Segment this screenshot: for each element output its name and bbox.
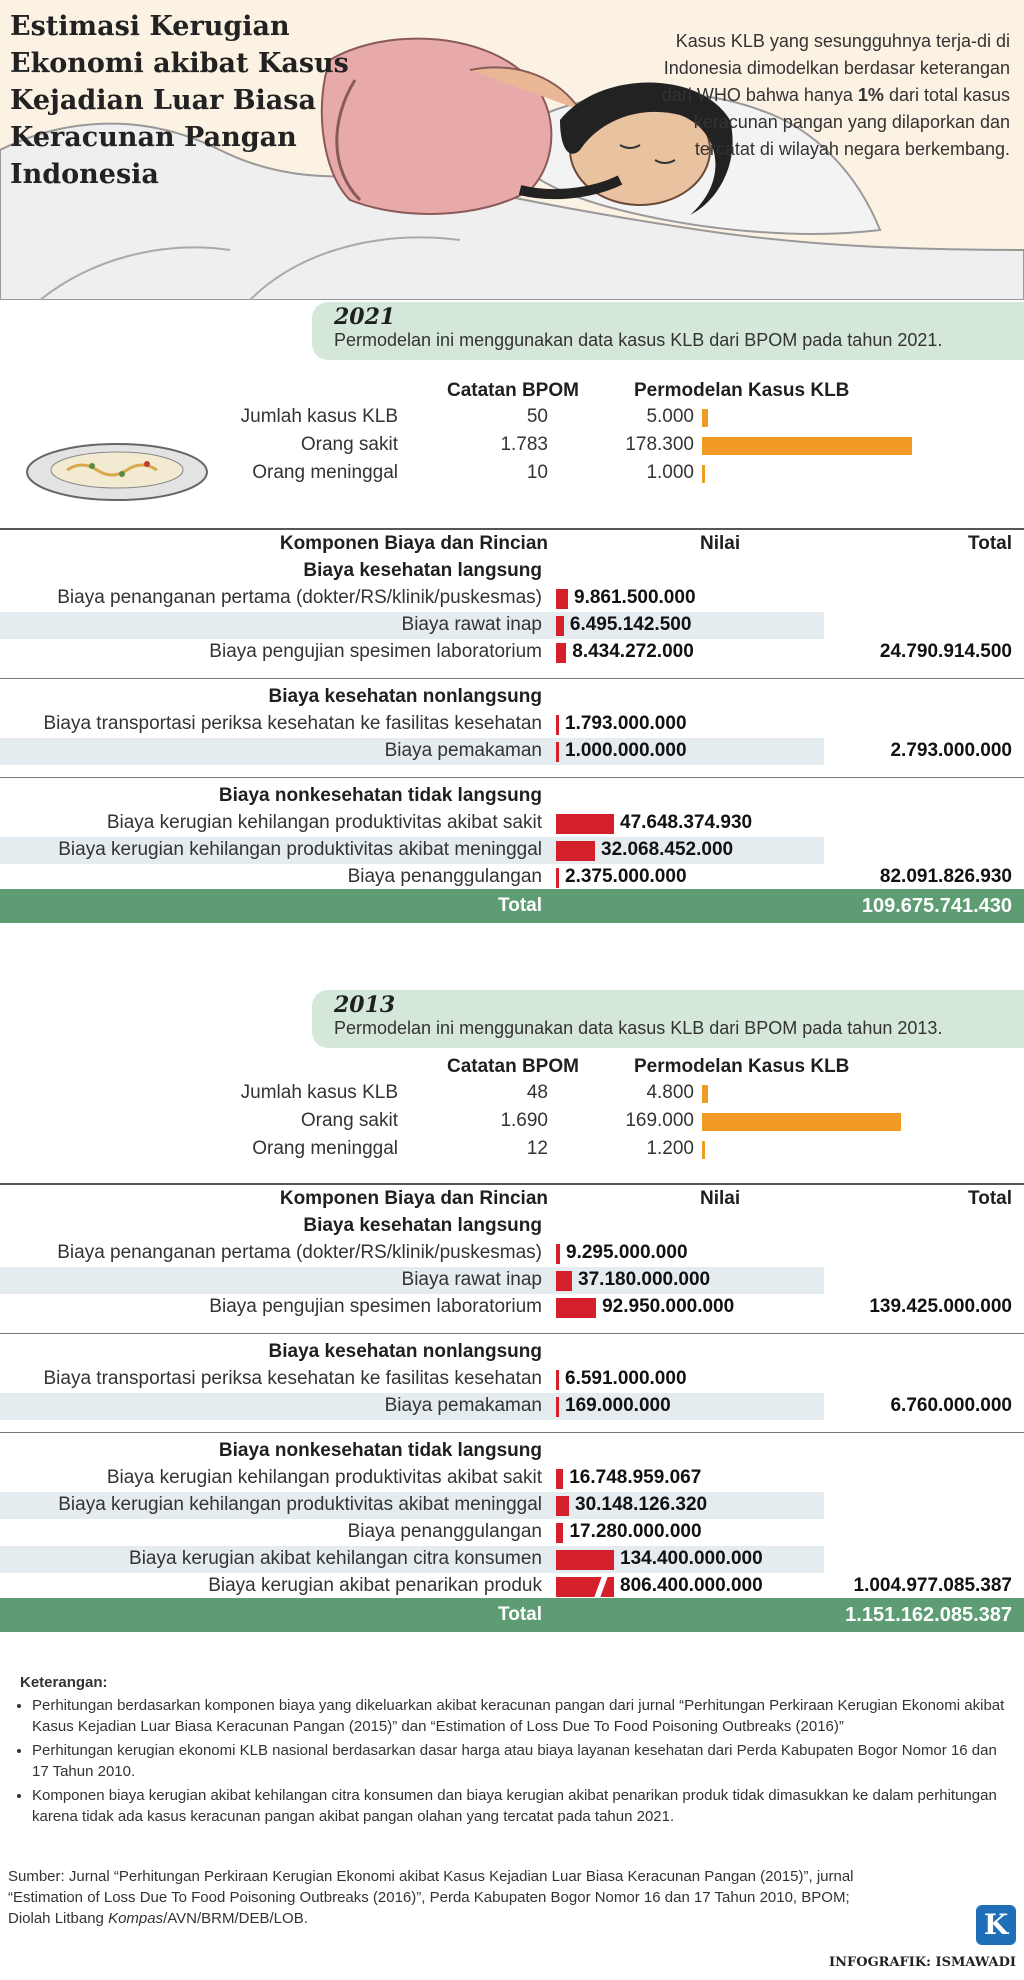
cost-item-label: Biaya kerugian kehilangan produktivitas akibat sakit [106, 1467, 542, 1488]
cost-header-value-2013: Nilai [700, 1188, 741, 1209]
cost-group-title: Biaya kesehatan nonlangsung [268, 1341, 542, 1362]
summary-row-label: Orang meninggal [252, 462, 398, 483]
source-label: Sumber: [8, 1868, 65, 1885]
summary-model-bar [702, 409, 708, 427]
divider [0, 528, 1024, 530]
cost-item-bar [556, 1244, 560, 1264]
cost-item-value: 134.400.000.000 [620, 1548, 763, 1569]
year-2021-label: 2021 [334, 304, 396, 330]
summary-row-label: Jumlah kasus KLB [240, 1082, 398, 1103]
cost-item-bar [556, 616, 564, 636]
divider [0, 1183, 1024, 1185]
cost-group-total: 139.425.000.000 [869, 1296, 1012, 1317]
cost-group-title: Biaya nonkesehatan tidak langsung [218, 785, 542, 806]
cost-item-value: 32.068.452.000 [601, 839, 734, 860]
cost-group-total: 6.760.000.000 [890, 1395, 1012, 1416]
cost-item-label: Biaya penanggulangan [347, 1521, 542, 1542]
cost-item-label: Biaya pengujian spesimen laboratorium [209, 1296, 542, 1317]
cost-item-value: 1.000.000.000 [565, 740, 687, 761]
col-model-2021: Permodelan Kasus KLB [634, 380, 850, 401]
cost-item-bar [556, 1298, 596, 1318]
cost-item-bar [556, 1523, 563, 1543]
grand-total-row-2013 [0, 1598, 1024, 1632]
cost-item-label: Biaya rawat inap [401, 1269, 542, 1290]
cost-item-value: 6.495.142.500 [569, 614, 692, 635]
summary-bpom-value: 10 [526, 462, 548, 483]
cost-item-label: Biaya kerugian akibat penarikan produk [208, 1575, 542, 1596]
cost-item-label: Biaya penanganan pertama (dokter/RS/klinik/puskesmas) [57, 587, 542, 608]
note-item: • Komponen biaya kerugian akibat kehilangan citra konsumen dan biaya kerugian akibat penarikan produk tidak dimasukkan ke dalam perhitungan karena tidak ada kasus keracunan pangan akibat pangan olahan yang tercatat pada tahun 2021. [32, 1785, 1010, 1827]
intro-text [660, 28, 1010, 163]
cost-group-title: Biaya kesehatan langsung [303, 560, 542, 581]
summary-row-label: Orang sakit [300, 1110, 398, 1131]
cost-item-label: Biaya kerugian kehilangan produktivitas akibat meninggal [58, 839, 542, 860]
source-italic: Kompas [108, 1910, 164, 1927]
cost-item-bar [556, 643, 566, 663]
cost-group-total: 24.790.914.500 [879, 641, 1012, 662]
summary-model-value: 1.200 [646, 1138, 694, 1159]
note-item: • Perhitungan berdasarkan komponen biaya yang dikeluarkan akibat keracunan pangan dari jurnal “Perhitungan Perkiraan Kerugian Ekonomi akibat Kasus Kejadian Luar Biasa Keracunan Pangan (2015)” dan “Estimation of Loss Due To Food Poisoning Outbreaks (2016)” [32, 1695, 1010, 1737]
summary-bpom-value: 12 [526, 1138, 548, 1159]
cost-item-bar [556, 1550, 614, 1570]
summary-model-bar [702, 465, 705, 483]
summary-row-label: Orang sakit [300, 434, 398, 455]
source-tail: /AVN/BRM/DEB/LOB. [163, 1910, 308, 1927]
grand-total-label: Total [498, 1604, 542, 1625]
summary-model-value: 169.000 [625, 1110, 694, 1131]
cost-item-label: Biaya kerugian akibat kehilangan citra konsumen [129, 1548, 542, 1569]
cost-item-bar [556, 715, 559, 735]
summary-model-value: 5.000 [646, 406, 694, 427]
cost-item-bar [556, 868, 559, 888]
col-bpom-2013: Catatan BPOM [447, 1056, 579, 1077]
kompas-logo: K [976, 1905, 1016, 1945]
cost-group-title: Biaya kesehatan nonlangsung [268, 686, 542, 707]
cost-item-label: Biaya penanggulangan [347, 866, 542, 887]
year-2021-note: Permodelan ini menggunakan data kasus KLB dari BPOM pada tahun 2021. [334, 330, 943, 350]
cost-item-value: 30.148.126.320 [575, 1494, 708, 1515]
cost-item-value: 16.748.959.067 [569, 1467, 702, 1488]
cost-item-label: Biaya pengujian spesimen laboratorium [209, 641, 542, 662]
cost-item-bar [556, 841, 595, 861]
cost-item-value: 169.000.000 [565, 1395, 671, 1416]
grand-total-label: Total [498, 895, 542, 916]
summary-model-bar [702, 1085, 708, 1103]
cost-item-bar [556, 1496, 569, 1516]
cost-item-value: 17.280.000.000 [569, 1521, 702, 1542]
source-body: Jurnal “Perhitungan Perkiraan Kerugian Ekonomi akibat Kasus Kejadian Luar Biasa Keracunan Pangan (2015)”, jurnal “Estimation of Loss Due To Food Poisoning Outbreaks (2016)”, Perda Kabupaten Bogor Nomor 16 dan 17 Tahun 2010, BPOM; Diolah Litbang [8, 1868, 854, 1927]
cost-item-label: Biaya transportasi periksa kesehatan ke fasilitas kesehatan [43, 1368, 542, 1389]
cost-item-value: 37.180.000.000 [578, 1269, 711, 1290]
cost-group-title: Biaya kesehatan langsung [303, 1215, 542, 1236]
cost-item-value: 9.295.000.000 [566, 1242, 688, 1263]
col-model-2013: Permodelan Kasus KLB [634, 1056, 850, 1077]
cost-item-bar [556, 1397, 559, 1417]
col-bpom-2021: Catatan BPOM [447, 380, 579, 401]
cost-item-bar [556, 1469, 563, 1489]
cost-item-value: 806.400.000.000 [620, 1575, 763, 1596]
summary-row-label: Orang meninggal [252, 1138, 398, 1159]
summary-bpom-value: 1.783 [500, 434, 548, 455]
summary-row-label: Jumlah kasus KLB [240, 406, 398, 427]
cost-item-label: Biaya pemakaman [384, 740, 542, 761]
cost-item-value: 9.861.500.000 [574, 587, 696, 608]
cost-header-component-2013: Komponen Biaya dan Rincian [279, 1188, 548, 1209]
cost-group-total: 2.793.000.000 [890, 740, 1012, 761]
year-2013-note: Permodelan ini menggunakan data kasus KLB dari BPOM pada tahun 2013. [334, 1018, 943, 1038]
grand-total-value: 1.151.162.085.387 [845, 1604, 1012, 1626]
note-item: • Perhitungan kerugian ekonomi KLB nasional berdasarkan dasar harga atau biaya layanan kesehatan dari Perda Kabupaten Bogor Nomor 16 dan 17 Tahun 2010. [32, 1740, 1010, 1782]
summary-bpom-value: 1.690 [500, 1110, 548, 1131]
credit-text: INFOGRAFIK: ISMAWADI [829, 1955, 1016, 1970]
grand-total-value: 109.675.741.430 [861, 895, 1012, 917]
notes-heading: Keterangan: [20, 1674, 108, 1691]
year-2013-label: 2013 [334, 992, 396, 1018]
cost-item-value: 8.434.272.000 [572, 641, 694, 662]
cost-item-label: Biaya pemakaman [384, 1395, 542, 1416]
cost-header-total-2021: Total [968, 533, 1012, 554]
source-text [8, 1866, 868, 1929]
summary-model-bar [702, 1141, 705, 1159]
intro-text-before: Kasus KLB yang sesungguhnya terja-di di Indonesia dimodelkan berdasar keterangan dari WHO bahwa hanya [661, 31, 1010, 105]
group-divider [0, 777, 1024, 778]
summary-model-value: 178.300 [625, 434, 694, 455]
summary-model-value: 4.800 [646, 1082, 694, 1103]
cost-group-total: 1.004.977.085.387 [853, 1575, 1012, 1596]
cost-item-value: 1.793.000.000 [565, 713, 687, 734]
notes-section [20, 1672, 1010, 1830]
cost-item-label: Biaya kerugian kehilangan produktivitas akibat sakit [106, 812, 542, 833]
cost-item-bar [556, 1271, 572, 1291]
group-divider [0, 678, 1024, 679]
cost-item-value: 6.591.000.000 [565, 1368, 687, 1389]
cost-header-component-2021: Komponen Biaya dan Rincian [279, 533, 548, 554]
page-title: Estimasi Kerugian Ekonomi akibat Kasus Kejadian Luar Biasa Keracunan Pangan Indonesia [10, 11, 349, 190]
intro-text-after: dari total kasus keracunan pangan yang dilaporkan dan tercatat di wilayah negara berkembang. [693, 85, 1010, 159]
cost-item-label: Biaya transportasi periksa kesehatan ke fasilitas kesehatan [43, 713, 542, 734]
cost-item-bar [556, 589, 568, 609]
cost-header-total-2013: Total [968, 1188, 1012, 1209]
cost-header-value-2021: Nilai [700, 533, 741, 554]
cost-item-value: 2.375.000.000 [565, 866, 687, 887]
summary-model-bar [702, 437, 912, 455]
cost-item-bar [556, 742, 559, 762]
cost-item-label: Biaya kerugian kehilangan produktivitas akibat meninggal [58, 1494, 542, 1515]
cost-group-total: 82.091.826.930 [879, 866, 1012, 887]
summary-bpom-value: 50 [526, 406, 548, 427]
cost-item-value: 47.648.374.930 [620, 812, 753, 833]
summary-model-value: 1.000 [646, 462, 694, 483]
group-divider [0, 1333, 1024, 1334]
group-divider [0, 1432, 1024, 1433]
cost-item-bar [556, 814, 614, 834]
summary-model-bar [702, 1113, 901, 1131]
cost-item-bar [556, 1370, 559, 1390]
grand-total-row-2021 [0, 889, 1024, 923]
intro-highlight: 1% [857, 85, 884, 105]
cost-item-value: 92.950.000.000 [602, 1296, 735, 1317]
cost-group-title: Biaya nonkesehatan tidak langsung [218, 1440, 542, 1461]
cost-item-label: Biaya rawat inap [401, 614, 542, 635]
cost-item-label: Biaya penanganan pertama (dokter/RS/klinik/puskesmas) [57, 1242, 542, 1263]
summary-bpom-value: 48 [526, 1082, 548, 1103]
